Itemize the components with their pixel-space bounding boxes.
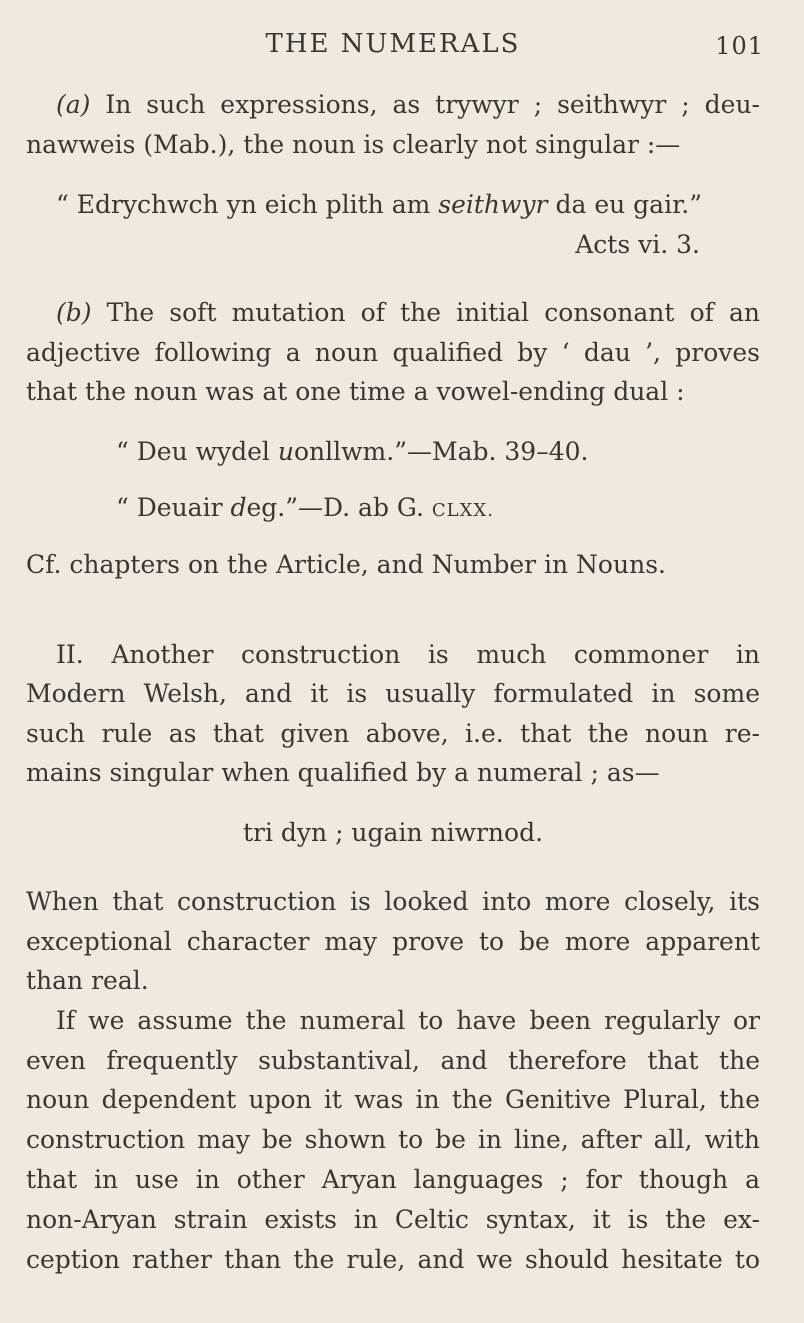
example-deuair-mid: eg.”—D. ab G.	[246, 493, 432, 522]
p3-line-7: ception rather than the rule, and we should hesitate to	[26, 1245, 760, 1274]
sec-a-label: (a)	[56, 90, 91, 119]
quote-seithwyr-post: da eu gair.”	[547, 190, 702, 219]
p2-line-2: exceptional character may prove to be more apparent	[26, 927, 760, 956]
page-number: 101	[715, 32, 764, 60]
sec-b-line-1-text: The soft mutation of the initial consonant of an	[91, 298, 760, 327]
citation-acts: Acts vi. 3.	[575, 230, 700, 259]
example-deu-wydel	[116, 432, 716, 472]
p3-line-3: noun dependent upon it was in the Genitive Plural, the	[26, 1085, 760, 1114]
example-tri-dyn: tri dyn ; ugain niwrnod.	[242, 818, 544, 847]
sec-ii-line-3: such rule as that given above, i.e. that the noun re-	[26, 719, 760, 748]
running-header	[26, 24, 760, 64]
sec-ii-line-1: II. Another construction is much commoner in	[56, 640, 760, 669]
example-deuair-pre: “ Deuair	[116, 493, 231, 522]
example-deuair-italic: d	[230, 493, 247, 522]
p3-line-1: If we assume the numeral to have been regularly or	[56, 1006, 760, 1035]
p3-line-6: non-Aryan strain exists in Celtic syntax, it is the ex-	[26, 1205, 760, 1234]
sec-b-line-1	[56, 293, 760, 333]
page-title: THE NUMERALS	[265, 29, 521, 59]
p2-line-3: than real.	[26, 966, 149, 995]
sec-b-line-2: adjective following a noun qualified by ‘ dau ’, proves	[26, 338, 760, 367]
example-deu-wydel-pre: “ Deu wydel	[116, 437, 278, 466]
sec-b-label: (b)	[56, 298, 92, 327]
p2-line-1: When that construction is looked into more closely, its	[26, 887, 760, 916]
p3-line-4: construction may be shown to be in line, after all, with	[26, 1125, 760, 1154]
sec-a-line-1-text: In such expressions, as trywyr ; seithwyr ; deu-	[90, 90, 760, 119]
example-deu-wydel-post: onllwm.”—Mab. 39–40.	[294, 437, 589, 466]
example-deu-wydel-italic: u	[277, 437, 294, 466]
sec-a-line-1	[56, 85, 760, 125]
sec-a-line-2: nawweis (Mab.), the noun is clearly not singular :—	[26, 130, 681, 159]
quote-seithwyr-italic: seithwyr	[438, 190, 548, 219]
quote-seithwyr-pre: “ Edrychwch yn eich plith am	[56, 190, 439, 219]
example-deuair	[116, 488, 716, 528]
p3-line-5: that in use in other Aryan languages ; for though a	[26, 1165, 760, 1194]
quote-seithwyr	[56, 185, 760, 225]
p3-line-2: even frequently substantival, and therefore that the	[26, 1046, 760, 1075]
example-deuair-roman-numeral: CLXX.	[431, 500, 494, 521]
sec-ii-line-2: Modern Welsh, and it is usually formulated in some	[26, 679, 760, 708]
sec-b-line-3: that the noun was at one time a vowel-ending dual :	[26, 377, 685, 406]
sec-ii-line-4: mains singular when qualified by a numeral ; as—	[26, 758, 660, 787]
cf-chapters: Cf. chapters on the Article, and Number in Nouns.	[26, 550, 666, 579]
